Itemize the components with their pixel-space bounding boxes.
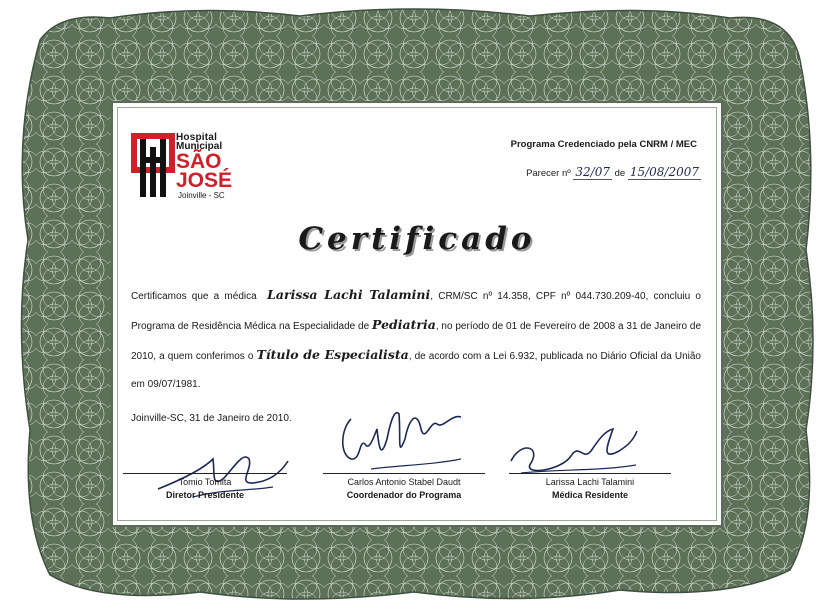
specialty-name: Pediatria	[372, 317, 436, 332]
signer-role: Diretor Presidente	[165, 490, 245, 500]
signature-line	[123, 473, 287, 474]
title-awarded: Título de Especialista	[256, 347, 409, 362]
parecer-de: de	[614, 168, 626, 179]
body-credentials: , CRM/SC nº 14.358, CPF nº 044.730.209-40, concluiu o Programa de Residência Médica na Especialidade de	[131, 291, 701, 332]
parecer-date: 15/08/2007	[629, 165, 699, 179]
hospital-logo-mark	[131, 133, 175, 197]
signer-name: Larissa Lachi Talamini	[545, 477, 635, 487]
parecer-line	[526, 165, 701, 179]
signature-coordinator	[323, 473, 485, 502]
place-date: Joinville-SC, 31 de Janeiro de 2010.	[131, 413, 292, 424]
parecer-number: 32/07	[575, 165, 610, 179]
signer-name: Tomio Tomita	[178, 477, 232, 487]
signature-line	[509, 473, 671, 474]
signature-line	[323, 473, 485, 474]
hospital-logo	[131, 133, 241, 207]
body-law: , de acordo com a Lei 6.932, publicada no Diário Oficial da União em 09/07/1981.	[131, 351, 701, 390]
signer-role: Médica Residente	[551, 490, 629, 500]
certificate-body	[131, 281, 701, 399]
signature-scribble-coordinator	[321, 399, 471, 479]
signature-resident	[509, 473, 671, 502]
logo-city-text: Joinville - SC	[178, 191, 225, 200]
body-intro: Certificamos que a médica	[131, 291, 257, 302]
signature-scribble-resident	[501, 421, 641, 481]
signature-director	[123, 473, 287, 502]
signer-name: Carlos Antonio Stabel Daudt	[347, 477, 461, 487]
logo-hospital-text: Hospital	[176, 132, 218, 143]
logo-jose-text: JOSÉ	[176, 169, 233, 192]
program-accreditation: Programa Credenciado pela CNRM / MEC	[510, 139, 697, 150]
logo-sao-text: SÃO	[176, 150, 222, 173]
recipient-name: Larissa Lachi Talamini	[267, 287, 431, 302]
signer-role: Coordenador do Programa	[346, 490, 462, 500]
logo-municipal-text: Municipal	[176, 141, 223, 152]
certificate-panel	[111, 101, 723, 527]
parecer-label: Parecer nº	[526, 168, 571, 179]
certificate-title: Certificado	[298, 221, 536, 257]
body-period: , no período de 01 de Fevereiro de 2008 a 31 de Janeiro de 2010, a quem conferimos o	[131, 321, 702, 362]
